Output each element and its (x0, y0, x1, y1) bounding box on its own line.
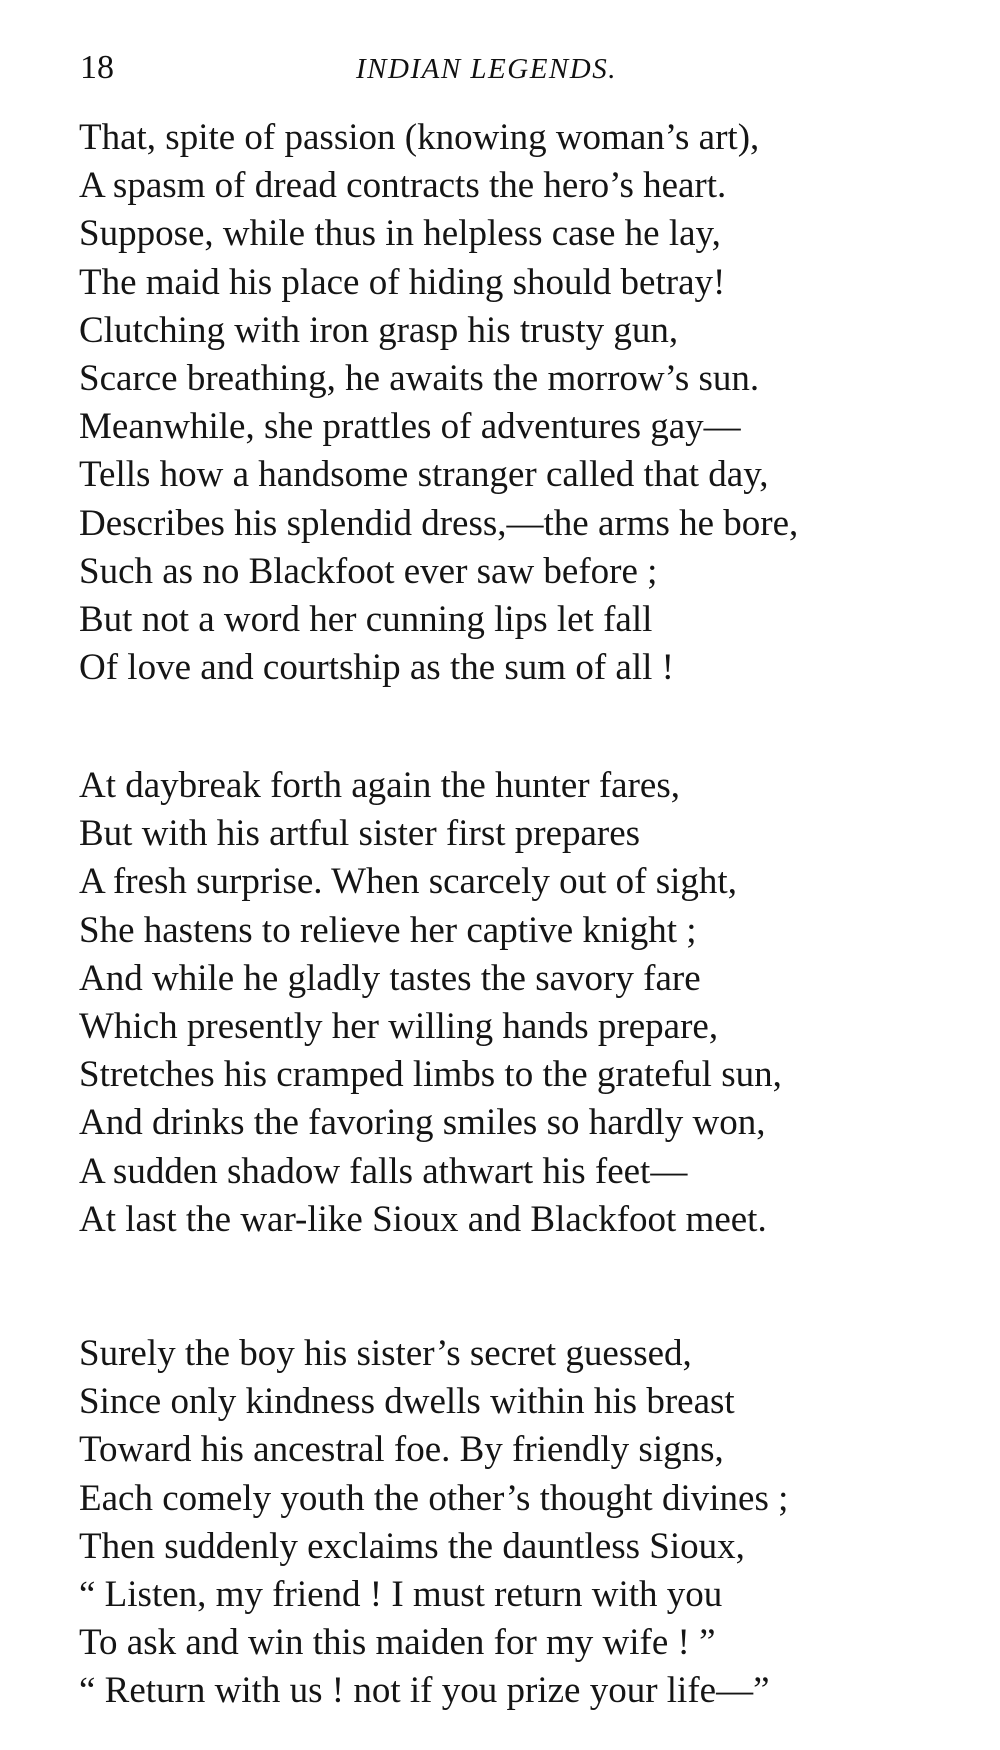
poem-line: Scarce breathing, he awaits the morrow’s sun. (79, 357, 760, 399)
poem-line: She hastens to relieve her captive knight ; (79, 909, 697, 951)
poem-line: Toward his ancestral foe. By friendly signs, (79, 1429, 724, 1471)
poem-line: Which presently her willing hands prepare, (79, 1005, 719, 1047)
stanza-3 (79, 1330, 979, 1716)
poem-line: Stretches his cramped limbs to the grateful sun, (79, 1054, 782, 1096)
poem-line: Since only kindness dwells within his breast (79, 1381, 735, 1423)
poem-line: The maid his place of hiding should betray! (79, 261, 726, 303)
stanza-1 (79, 114, 979, 692)
poem-line: Such as no Blackfoot ever saw before ; (79, 550, 658, 592)
poem-line: Suppose, while thus in helpless case he lay, (79, 213, 721, 255)
poem-line: A spasm of dread contracts the hero’s heart. (79, 165, 727, 207)
poem-line: “ Listen, my friend ! I must return with you (79, 1573, 723, 1615)
poem-line: Describes his splendid dress,—the arms he bore, (79, 502, 799, 544)
poem-line: Meanwhile, she prattles of adventures gay— (79, 406, 741, 448)
poem-line: And drinks the favoring smiles so hardly won, (79, 1102, 766, 1144)
page-number: 18 (80, 49, 114, 86)
poem-line: “ Return with us ! not if you prize your life—” (79, 1670, 770, 1712)
poem-line: Tells how a handsome stranger called that day, (79, 454, 769, 496)
poem-line: To ask and win this maiden for my wife ! ” (79, 1622, 716, 1664)
poem-line: At daybreak forth again the hunter fares, (79, 765, 680, 806)
poem-line: But with his artful sister first prepares (79, 813, 641, 855)
poem-line: A fresh surprise. When scarcely out of sight, (79, 861, 737, 903)
poem-line: Clutching with iron grasp his trusty gun, (79, 309, 679, 351)
poem-line: Of love and courtship as the sum of all ! (79, 647, 674, 689)
running-title: INDIAN LEGENDS. (356, 53, 617, 85)
poem-line: At last the war-like Sioux and Blackfoot meet. (79, 1198, 767, 1240)
poem-line: That, spite of passion (knowing woman’s art), (79, 117, 760, 158)
poem-line: And while he gladly tastes the savory fare (79, 957, 701, 999)
stanza-2 (79, 762, 979, 1244)
poem-line: Surely the boy his sister’s secret guessed, (79, 1333, 692, 1374)
poem-line: Each comely youth the other’s thought divines ; (79, 1477, 789, 1519)
poem-line: Then suddenly exclaims the dauntless Sioux, (79, 1525, 745, 1567)
poem-line: But not a word her cunning lips let fall (79, 598, 653, 640)
poem-line: A sudden shadow falls athwart his feet— (79, 1150, 688, 1192)
